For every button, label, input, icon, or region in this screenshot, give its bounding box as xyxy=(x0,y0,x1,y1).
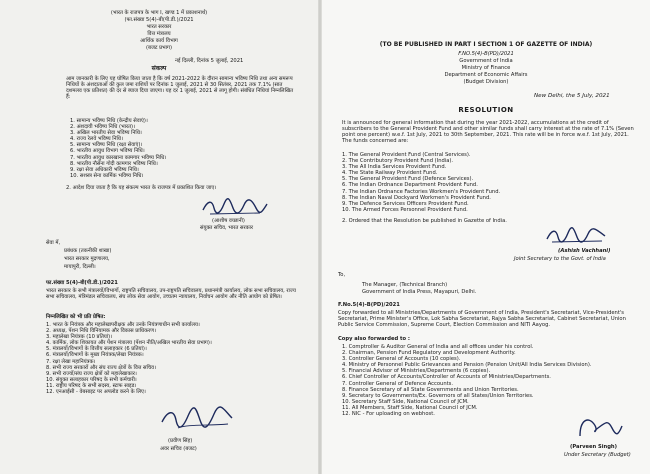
hindi-copy-item: 8. सभी राज्य सरकारों और संघ राज्य क्षेत्रों के वित्त सचिव। xyxy=(46,364,156,371)
hindi-govt: भारत सरकार xyxy=(146,24,172,30)
hindi-fund-list xyxy=(70,118,166,179)
hindi-to-2: प्रबंधक (तकनीकी शाखा) xyxy=(64,248,112,254)
hindi-fund-item: 5. सामान्य भविष्य निधि (रक्षा सेवाएं)। xyxy=(70,142,143,149)
english-order-line: 2. Ordered that the Resolution be published in Gazette of India. xyxy=(342,218,507,224)
hindi-signature-1 xyxy=(200,196,270,218)
english-copy-item: 1. Comptroller & Auditor General of India and all offices under his control. xyxy=(342,344,534,350)
hindi-date-line: नई दिल्ली, दिनांक 5 जुलाई, 2021 xyxy=(175,58,244,64)
english-fund-item: 2. The Contributory Provident Fund (India). xyxy=(342,158,454,165)
english-copy-list xyxy=(342,344,592,417)
hindi-dept: आर्थिक कार्य विभाग xyxy=(140,38,178,44)
hindi-ministry: वित्त मंत्रालय xyxy=(147,31,171,37)
hindi-ref-line: फा.संख्या 5(4)-बी(पी.डी.)/2021 xyxy=(46,280,118,286)
hindi-copy-also: निम्नलिखित को भी प्रति प्रेषित: xyxy=(46,314,106,320)
hindi-order-line: 2. आदेश दिया जाता है कि यह संकल्प भारत के राजपत्र में प्रकाशित किया जाए। xyxy=(66,185,217,191)
hindi-copy-item: 10. संयुक्त सलाहकार परिषद के सभी कर्मचारी। xyxy=(46,376,137,383)
hindi-copy-item: 3. महालेखा नियंत्रक (10 प्रतियां)। xyxy=(46,334,113,341)
english-signature-2 xyxy=(574,414,624,442)
english-copy-item: 5. Financial Advisor of Ministries/Departments (6 copies). xyxy=(342,368,491,375)
english-govt: Government of India xyxy=(459,58,513,64)
english-to-addr: Government of India Press, Mayapuri, Delhi. xyxy=(362,289,477,295)
english-copy-item: 6. Chief Controller of Accounts/Controller of Accounts of Ministries/Departments. xyxy=(342,374,551,381)
english-page xyxy=(322,0,650,474)
hindi-sig2-name: (प्रवीण सिंह) xyxy=(168,438,193,444)
english-division: (Budget Division) xyxy=(463,79,509,85)
english-fund-item: 8. The Indian Naval Dockyard Workmen's Provident Fund. xyxy=(342,194,491,201)
english-fund-item: 9. The Defence Services Officers Provident Fund. xyxy=(342,200,469,207)
english-fund-item: 5. The General Provident Fund (Defence Services). xyxy=(342,176,474,183)
english-copy-paragraph: Copy forwarded to all Ministries/Departments of Government of India, President's Secretariat, Vice-President's Secretariat, Prime Minister's Office, Lok Sabha Secretariat, Rajya Sabha Secretariat, Cabinet Secretariat, Union Public Service Commission, Supreme Court, Election Commission and NITI Aayog. xyxy=(338,310,626,328)
hindi-copy-item: 6. मंत्रालयों/विभागों के मुख्य नियंत्रक/लेखा नियंत्रक। xyxy=(46,352,144,359)
hindi-copy-item: 7. रक्षा लेखा महानियंत्रक। xyxy=(46,358,96,365)
english-copy-item: 11. All Members, Staff Side, National Council of JCM. xyxy=(342,404,478,411)
english-ref-line: F.No.5(4)-B(PD)/2021 xyxy=(338,302,400,308)
hindi-fund-item: 4. राज्य रेलवे भविष्य निधि। xyxy=(70,136,123,143)
english-signer-title: Joint Secretary to the Govt. of India xyxy=(514,256,606,262)
english-dept: Department of Economic Affairs xyxy=(444,72,528,78)
english-fund-item: 6. The Indian Ordnance Department Provident Fund. xyxy=(342,182,478,189)
hindi-intro-paragraph: आम जानकारी के लिए यह घोषित किया जाता है कि वर्ष 2021-2022 के दौरान सामान्य भविष्य निधि तथा अन्य समरूप निधियों के अंशदाताओं की कुल जमा राशियों पर दिनांक 1 जुलाई, 2021 से 30 सितंबर, 2021 तक 7.1% (सात दशमलव एक प्रतिशत) की दर से ब्याज दिया जाएगा। यह दर 1 जुलाई, 2021 से लागू होगी। संबंधित निधियां निम्नलिखित हैं: xyxy=(66,76,294,100)
english-to-name: The Manager, (Technical Branch) xyxy=(362,282,448,288)
hindi-copy-paragraph: भारत सरकार के सभी मंत्रालयों/विभागों, राष्ट्रपति सचिवालय, उप-राष्ट्रपति सचिवालय, प्रधानमंत्री कार्यालय, लोक सभा सचिवालय, राज्य सभा सचिवालय, मंत्रिमंडल सचिवालय, संघ लोक सेवा आयोग, उच्चतम न्यायालय, निर्वाचन आयोग और नीति आयोग को प्रेषित। xyxy=(46,288,296,300)
english-fund-item: 4. The State Railway Provident Fund. xyxy=(342,170,438,177)
english-signer-name: (Ashish Vachhani) xyxy=(558,248,611,254)
hindi-copy-item: 9. सभी राज्यों/संघ राज्य क्षेत्रों को महालेखाकार। xyxy=(46,370,137,377)
hindi-to-1: सेवा में, xyxy=(46,240,61,246)
hindi-signer-name: (आशीष वच्छानी) xyxy=(212,218,245,224)
english-copy-item: 10. Secretary Staff Side, National Council of JCM. xyxy=(342,398,469,405)
hindi-copy-list xyxy=(46,322,212,395)
english-fund-item: 1. The General Provident Fund (Central Services). xyxy=(342,152,471,158)
english-fund-item: 7. The Indian Ordnance Factories Workmen's Provident Fund. xyxy=(342,188,501,195)
english-sig2-name: (Parveen Singh) xyxy=(570,444,617,450)
english-signature-1 xyxy=(544,226,608,246)
hindi-heading: संकल्प xyxy=(151,65,167,72)
hindi-to-4: मायापुरी, दिल्ली। xyxy=(64,264,96,270)
english-copy-item: 9. Secretary to Governments/Ex. Governors of all States/Union Territories. xyxy=(342,392,534,399)
english-file-no: F.NO.5(4)-B(PD)/2021 xyxy=(458,51,514,57)
english-sig2-title: Under Secretary (Budget) xyxy=(564,452,631,458)
hindi-fund-item: 9. रक्षा सेवा अधिकारी भविष्य निधि। xyxy=(70,166,139,173)
hindi-signature-2 xyxy=(158,404,238,434)
english-copy-item: 2. Chairman, Pension Fund Regulatory and Development Authority. xyxy=(342,350,516,357)
english-copy-also: Copy also forwarded to : xyxy=(338,336,410,342)
english-gazette-line: (TO BE PUBLISHED IN PART I SECTION 1 OF GAZETTE OF INDIA) xyxy=(379,41,593,48)
hindi-copy-item: 1. भारत के नियंत्रक और महालेखापरीक्षक और उनके नियंत्रणाधीन सभी कार्यालय। xyxy=(46,322,200,328)
hindi-file-no: (फा.संख्या 5(4)-बी(पी.डी.)/2021 xyxy=(124,17,194,23)
hindi-gazette-line: (भारत के राजपत्र के भाग I, खण्ड 1 में प्रकाशनार्थ) xyxy=(110,10,208,16)
hindi-copy-item: 12. एनआईसी - वेबसाइट पर अपलोड करने के लिए। xyxy=(46,389,146,396)
english-copy-item: 4. Ministry of Personnel Public Grievances and Pension (Pension Unit/All India Services Division). xyxy=(342,362,592,369)
hindi-copy-item: 11. राष्ट्रीय परिषद के सभी सदस्य, स्टाफ साइड। xyxy=(46,382,137,389)
hindi-page xyxy=(0,0,318,474)
english-ministry: Ministry of Finance xyxy=(461,65,511,71)
hindi-fund-item: 7. भारतीय आयुध कारखाना कामगार भविष्य निधि। xyxy=(70,154,167,161)
english-copy-item: 3. Controller General of Accounts (10 copies). xyxy=(342,356,461,363)
hindi-fund-item: 10. सशस्त्र सेना कार्मिक भविष्य निधि। xyxy=(70,172,144,179)
hindi-fund-item: 8. भारतीय नौसेना गोदी कामगार भविष्य निधि। xyxy=(70,160,158,167)
hindi-fund-item: 6. भारतीय आयुध विभाग भविष्य निधि। xyxy=(70,148,145,155)
english-copy-item: 8. Finance Secretary of all State Governments and Union Territories. xyxy=(342,386,519,393)
english-fund-list xyxy=(342,152,500,213)
hindi-copy-item: 2. अध्यक्ष, पेंशन निधि विनियामक और विकास प्राधिकरण। xyxy=(46,328,156,335)
english-to: To, xyxy=(338,272,346,278)
english-fund-item: 10. The Armed Forces Personnel Provident Fund. xyxy=(342,206,468,213)
hindi-sig2-title: अवर सचिव (बजट) xyxy=(160,446,197,452)
english-fund-item: 3. The All India Services Provident Fund. xyxy=(342,164,447,171)
hindi-signer-title: संयुक्त सचिव, भारत सरकार xyxy=(200,225,254,231)
english-copy-item: 7. Controller General of Defence Accounts. xyxy=(342,380,453,387)
english-intro-paragraph: It is announced for general information that during the year 2021-2022, accumulations at the credit of subscribers to the General Provident Fund and other similar funds shall carry interest at the rate of 7.1% (Seven point one percent) w.e.f. 1st July, 2021 to 30th September, 2021. This rate will be in force w.e.f. 1st July, 2021. The funds concerned are: xyxy=(342,120,634,144)
hindi-copy-item: 5. मंत्रालयों/विभागों के वित्तीय सलाहकार (6 प्रतियां)। xyxy=(46,346,147,353)
hindi-fund-item: 1. सामान्य भविष्य निधि (केन्द्रीय सेवाएं)। xyxy=(70,118,148,124)
hindi-fund-item: 3. अखिल भारतीय सेवा भविष्य निधि। xyxy=(70,130,142,137)
hindi-to-3: भारत सरकार मुद्रणालय, xyxy=(64,256,110,262)
hindi-copy-item: 4. कार्मिक, लोक शिकायत और पेंशन मंत्रालय (पेंशन नीति/अखिल भारतीय सेवा प्रभाग)। xyxy=(46,340,212,347)
hindi-fund-item: 2. अंशदायी भविष्य निधि (भारत)। xyxy=(70,124,136,131)
hindi-division: (बजट प्रभाग) xyxy=(146,45,172,51)
english-date-line: New Delhi, the 5 July, 2021 xyxy=(534,93,610,99)
english-copy-item: 12. NIC - For uploading on webhost. xyxy=(342,411,435,418)
english-heading: RESOLUTION xyxy=(458,106,514,114)
